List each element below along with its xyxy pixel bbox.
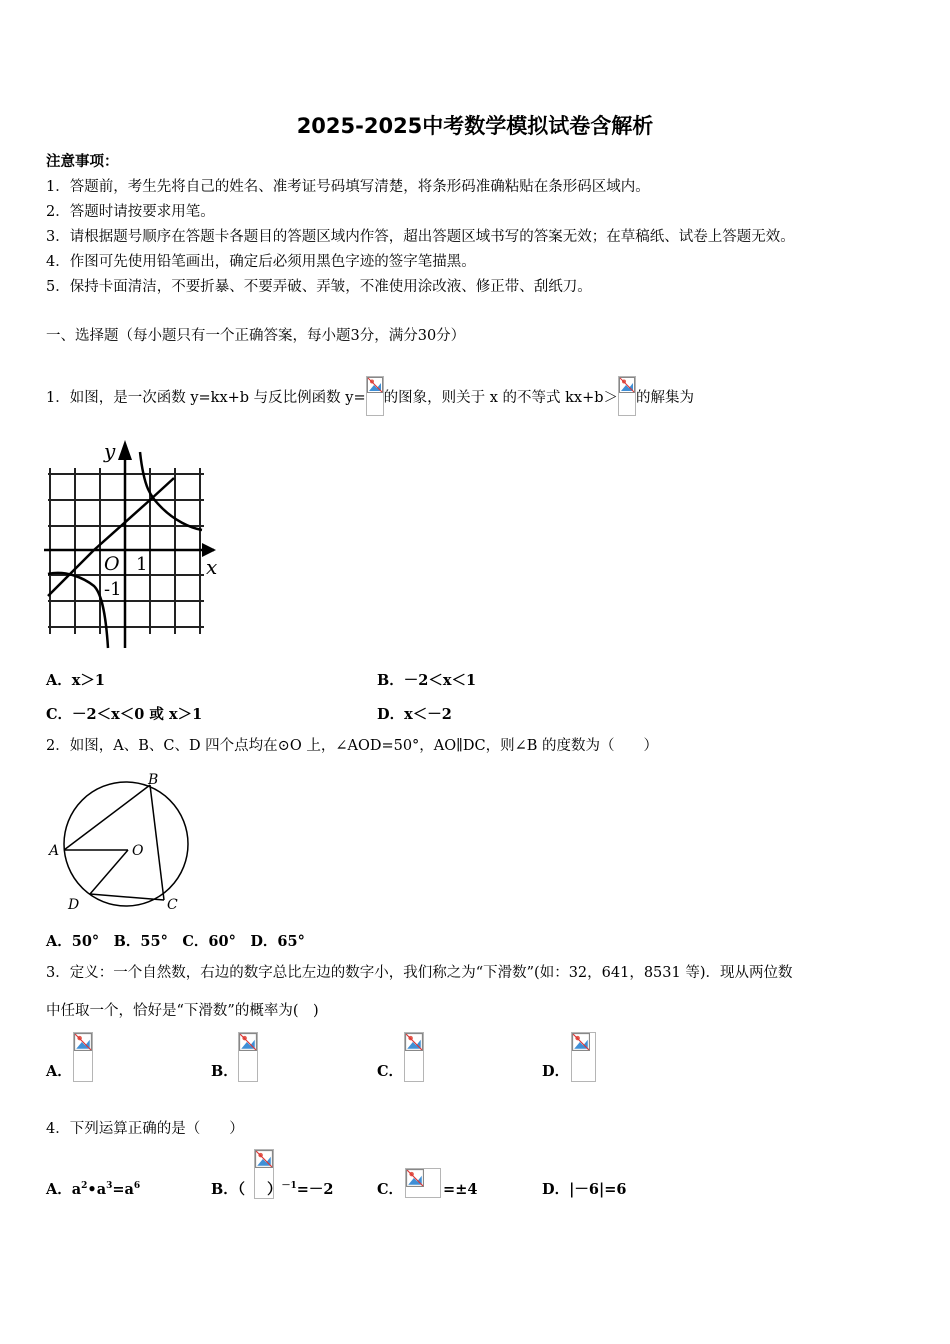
q2-circle-figure: [44, 768, 196, 916]
q4-a-exponent: 2: [81, 1181, 88, 1192]
q1-option-c: C．－2＜x＜0 或 x＞1: [46, 706, 203, 723]
broken-image-icon: [238, 1032, 258, 1082]
point-o-label: O: [132, 843, 144, 859]
broken-image-icon: [254, 1149, 274, 1199]
broken-image-icon: [404, 1032, 424, 1082]
q1-text-part3: 的解集为: [636, 390, 695, 406]
q4-a-part: =a: [112, 1181, 134, 1198]
q1-text-part1: 1．如图，是一次函数 y=kx+b 与反比例函数 y=: [46, 390, 366, 406]
point-b-label: B: [148, 772, 159, 788]
q4-b-result: =－2: [296, 1181, 334, 1198]
question-3-line-1: 3．定义：一个自然数，右边的数字总比左边的数字小，我们称之为“下滑数”(如：32，641，8531 等)．现从两位数: [46, 965, 793, 981]
graph-x-label: x: [206, 555, 218, 579]
q3-option-b: [211, 1060, 238, 1081]
q3-option-d: [542, 1060, 569, 1081]
q4-b-open: B．（: [211, 1181, 246, 1198]
point-a-label: A: [49, 843, 60, 859]
broken-image-icon: [571, 1032, 596, 1082]
broken-image-icon: [366, 376, 384, 416]
q4-b-exponent: －1: [281, 1181, 297, 1192]
point-c-label: C: [167, 897, 178, 913]
graph-tick-label: -1: [104, 579, 122, 600]
graph-tick-label: 1: [136, 554, 148, 575]
notice-item: 2．答题时请按要求用笔。: [46, 204, 215, 220]
broken-image-icon: [73, 1032, 93, 1082]
page-title: 2025-2025中考数学模拟试卷含解析: [296, 114, 654, 138]
q4-c-label: C．: [377, 1181, 404, 1198]
q1-option-b: B．－2＜x＜1: [377, 672, 477, 689]
q3-option-b-label: B．: [211, 1063, 238, 1080]
q1-option-a: A．x＞1: [46, 672, 105, 689]
q4-option-a: [46, 1178, 140, 1199]
q1-function-graph: [44, 438, 228, 650]
q4-a-part: A．a: [46, 1181, 82, 1198]
q4-a-exponent: 3: [106, 1181, 113, 1192]
q4-option-d: D．|－6|=6: [542, 1181, 627, 1198]
q4-b-close: ）: [267, 1181, 282, 1198]
q4-a-exponent: 6: [133, 1181, 141, 1192]
graph-origin-label: O: [104, 553, 120, 575]
broken-image-icon: [405, 1168, 441, 1198]
point-d-label: D: [68, 897, 80, 913]
question-3-line-2: 中任取一个，恰好是“下滑数”的概率为( ): [46, 1003, 319, 1019]
q1-text-part2: 的图象，则关于 x 的不等式 kx+b＞: [383, 390, 619, 406]
question-1-stem: [46, 376, 694, 416]
broken-image-icon: [618, 376, 636, 416]
notice-item: 3．请根据题号顺序在答题卡各题目的答题区域内作答，超出答题区域书写的答案无效；在草稿纸、试卷上答题无效。: [46, 229, 795, 245]
q3-option-a-label: A．: [46, 1063, 72, 1080]
q2-options: A．50° B．55° C．60° D．65°: [46, 933, 305, 950]
question-4-stem: 4．下列运算正确的是（ ）: [46, 1121, 244, 1137]
graph-y-label: y: [104, 439, 116, 463]
q3-option-c-label: C．: [377, 1063, 404, 1080]
notice-heading: 注意事项：: [46, 153, 119, 170]
notice-item: 5．保持卡面清洁，不要折暴、不要弄破、弄皱，不准使用涂改液、修正带、刮纸刀。: [46, 279, 592, 295]
q4-a-part: •a: [87, 1181, 107, 1198]
q3-option-a: [46, 1060, 72, 1081]
question-2-stem: 2．如图，A、B、C、D 四个点均在⊙O 上，∠AOD=50°，AO∥DC，则∠B 的度数为（ ）: [46, 738, 658, 754]
q3-option-d-label: D．: [542, 1063, 570, 1080]
notice-item: 1．答题前，考生先将自己的姓名、准考证号码填写清楚，将条形码准确粘贴在条形码区域内。: [46, 179, 650, 195]
section-heading: 一、选择题（每小题只有一个正确答案，每小题3分，满分30分）: [46, 328, 466, 344]
notice-item: 4．作图可先使用铅笔画出，确定后必须用黑色字迹的签字笔描黑。: [46, 254, 476, 270]
q4-c-result: =±4: [443, 1181, 478, 1198]
q1-option-d: D．x＜－2: [377, 706, 452, 723]
q3-option-c: [377, 1060, 403, 1081]
